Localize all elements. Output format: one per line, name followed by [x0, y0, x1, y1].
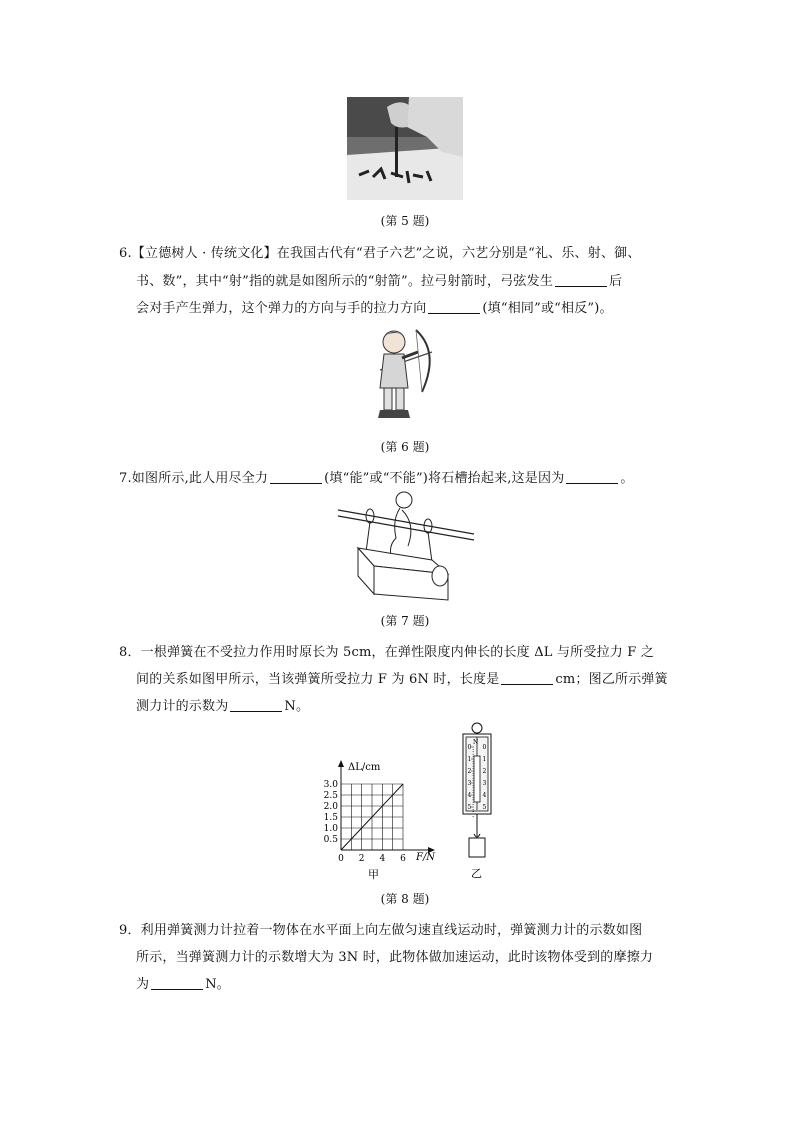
spring-scale-yi	[455, 720, 500, 882]
meter-scale-left: 3	[467, 780, 472, 787]
graph-xlabel: F/N	[416, 852, 436, 863]
x-tick-label: 0	[338, 854, 344, 864]
graph-label-jia: 甲	[368, 868, 379, 881]
meter-scale-left: 4	[467, 792, 472, 799]
x-tick-label: 4	[379, 854, 386, 864]
meter-scale-left: 0	[467, 744, 472, 751]
q6-line2-text: 书、数”，其中“射”指的就是如图所示的“射箭”。拉弓射箭时，弓弦发生	[136, 274, 554, 289]
x-tick-label: 6	[400, 854, 406, 864]
answer-blank[interactable]	[151, 977, 203, 990]
y-tick-label: 2.0	[323, 802, 338, 812]
y-tick-label: 0.5	[323, 835, 338, 845]
q6-line2	[136, 270, 622, 289]
q8-line1: 8．一根弹簧在不受拉力作用时原长为 5cm，在弹性限度内伸长的长度 ΔL 与所受拉力 F 之	[119, 645, 655, 660]
answer-blank[interactable]	[230, 699, 282, 712]
answer-blank[interactable]	[270, 471, 322, 484]
meter-scale-right: 0	[482, 744, 487, 751]
y-tick-label: 3.0	[323, 780, 338, 790]
answer-blank[interactable]	[428, 301, 480, 314]
q7-text-b: (填“能”或“不能”)将石槽抬起来,这是因为	[324, 471, 565, 486]
meter-scale-left: 5	[467, 804, 472, 811]
y-tick-label: 1.0	[323, 824, 338, 834]
q8-line3	[136, 695, 309, 714]
y-tick-label: 1.5	[323, 813, 338, 823]
q8-line2-a: 间的关系如图甲所示，当该弹簧所受拉力 F 为 6N 时，长度是	[136, 672, 500, 687]
graph-ylabel: ΔL/cm	[348, 762, 381, 773]
meter-scale-right: 1	[482, 756, 487, 763]
q8-line3-b: N。	[284, 699, 310, 714]
figure-caption-q7: (第 7 题)	[380, 614, 430, 628]
answer-blank[interactable]	[555, 274, 607, 287]
q7-text-c: 。	[620, 471, 634, 486]
stone-trough-illustration	[336, 490, 476, 602]
delta-l-vs-force-chart	[310, 756, 445, 882]
q7-line	[119, 467, 634, 486]
meter-scale-left: 2	[467, 768, 472, 775]
answer-blank[interactable]	[566, 471, 618, 484]
q8-line2	[136, 668, 668, 687]
figure-caption-q6: (第 6 题)	[380, 440, 430, 454]
q9-line1: 9．利用弹簧测力计拉着一物体在水平面上向左做匀速直线运动时，弹簧测力计的示数如图	[119, 923, 643, 938]
meter-unit-N: N	[473, 739, 479, 746]
graph-jia	[310, 756, 445, 882]
answer-blank[interactable]	[501, 672, 553, 685]
meter-scale-right: 3	[482, 780, 487, 787]
figure-caption-q8: (第 8 题)	[380, 892, 430, 906]
q6-line3	[136, 297, 613, 316]
meter-scale-right: 5	[482, 804, 487, 811]
q8-line2-b: cm；图乙所示弹簧	[555, 672, 668, 687]
meter-scale-right: 4	[482, 792, 487, 799]
y-tick-label: 2.5	[323, 791, 338, 801]
figure-caption-q5: (第 5 题)	[380, 214, 430, 228]
q6-line2-tail: 后	[609, 274, 623, 289]
calligraphy-photo	[347, 97, 463, 200]
archer-illustration	[372, 322, 442, 422]
meter-scale-left: 1	[467, 756, 472, 763]
q9-line3-b: N。	[205, 977, 230, 992]
q9-line3-a: 为	[136, 977, 150, 992]
q8-line3-a: 测力计的示数为	[136, 699, 229, 714]
q6-line3-text: 会对手产生弹力，这个弹力的方向与手的拉力方向	[136, 301, 427, 316]
q6-line1: 6.【立德树人 · 传统文化】在我国古代有“君子六艺”之说，六艺分别是“礼、乐、射、御、	[119, 246, 641, 261]
meter-scale-right: 2	[482, 768, 487, 775]
x-tick-label: 2	[358, 854, 365, 864]
q9-line2: 所示，当弹簧测力计的示数增大为 3N 时，此物体做加速运动，此时该物体受到的摩擦力	[136, 950, 654, 965]
q9-line3	[136, 973, 230, 992]
meter-label-yi: 乙	[471, 867, 482, 880]
q6-line3-tail: (填“相同”或“相反”)。	[482, 301, 613, 316]
q7-text-a: 7.如图所示,此人用尽全力	[119, 471, 269, 486]
